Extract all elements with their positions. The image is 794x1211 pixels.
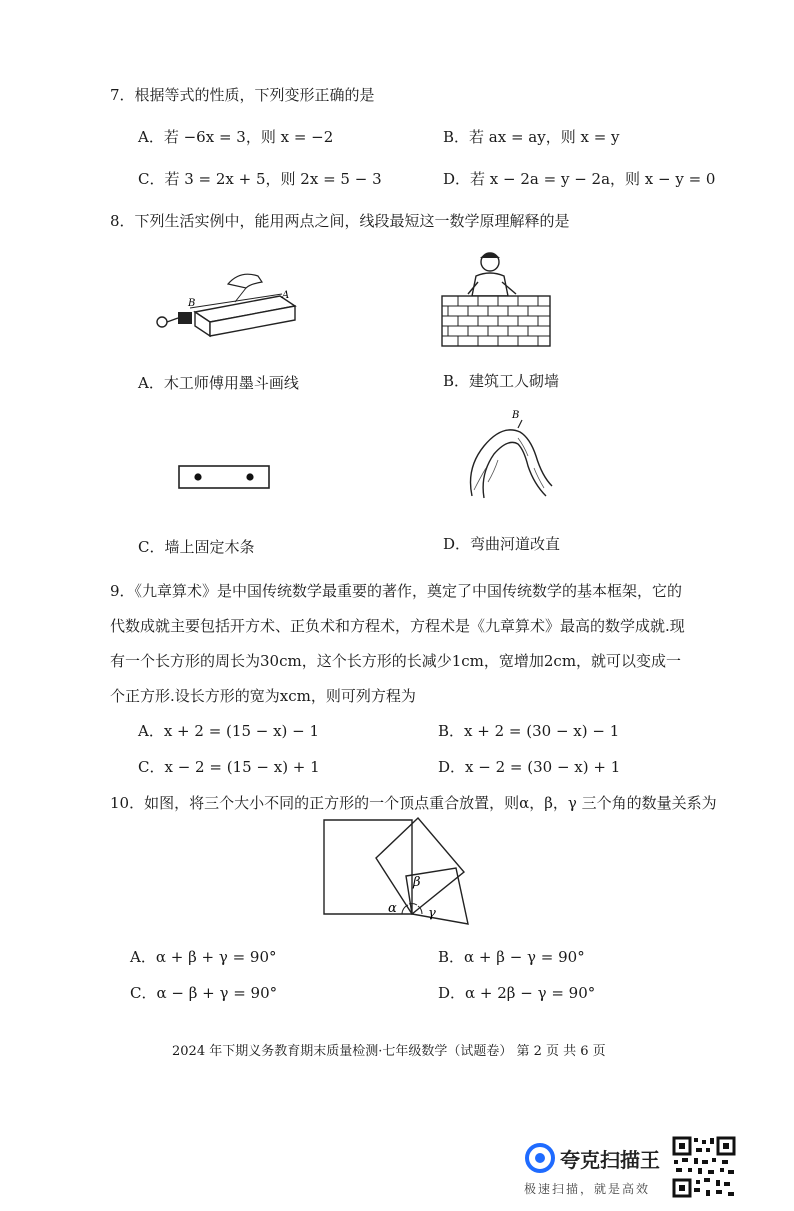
q8-option-c: C．墙上固定木条 [138,538,255,556]
q10-stem: 10．如图，将三个大小不同的正方形的一个顶点重合放置，则α，β，γ 三个角的数量关系为 [110,794,717,812]
q10-option-b: B．α + β − γ = 90° [438,948,585,966]
qr-code-icon [672,1136,736,1198]
q9-option-b: B．x + 2 = (30 − x) − 1 [438,722,620,740]
q7-stem: 7．根据等式的性质，下列变形正确的是 [110,86,375,104]
q10-option-a: A．α + β + γ = 90° [130,948,277,966]
q10-option-c: C．α − β + γ = 90° [130,984,278,1002]
curved-river-figure [458,408,558,504]
bricklayer-figure [440,248,552,348]
wooden-strip-figure [178,464,272,490]
q8-stem: 8．下列生活实例中，能用两点之间，线段最短这一数学原理解释的是 [110,212,570,230]
angle-gamma-label: γ [428,906,436,921]
three-squares-figure [316,816,480,936]
point-b-label: B [188,298,196,309]
carpenter-ink-line-figure [150,262,310,342]
point-b-river-label: B [512,410,520,421]
q7-option-c: C．若 3 = 2x + 5，则 2x = 5 − 3 [138,170,382,188]
q9-stem: 9．《九章算术》是中国传统数学最重要的著作，奠定了中国传统数学的基本框架，它的代数成就主要包括开方术、正负术和方程术，方程术是《九章算术》最高的数学成就.现有一个长方形的周长为30cm，这个长方形的长减少1cm，宽增加2cm，就可以变成一个正方形.设长方形的宽为xcm，则可列方程为 [110,582,685,705]
angle-beta-label: β [413,875,421,890]
q9-option-d: D．x − 2 = (30 − x) + 1 [438,758,621,776]
q9-option-a: A．x + 2 = (15 − x) − 1 [138,722,320,740]
point-a-label: A [282,290,290,301]
page-footer: 2024 年下期义务教育期末质量检测·七年级数学（试题卷） 第 2 页 共 6 页 [172,1044,606,1059]
q9-option-c: C．x − 2 = (15 − x) + 1 [138,758,320,776]
q8-option-d: D．弯曲河道改直 [443,535,561,553]
q10-option-d: D．α + 2β − γ = 90° [438,984,596,1002]
q7-option-b: B．若 ax = ay，则 x = y [443,128,620,146]
angle-alpha-label: α [388,901,397,916]
q8-option-b: B．建筑工人砌墙 [443,372,560,390]
brand-logo-icon [524,1142,556,1174]
q7-option-a: A．若 −6x = 3，则 x = −2 [138,128,334,146]
brand-name: 夸克扫描王 [560,1148,660,1172]
q7-option-d: D．若 x − 2a = y − 2a，则 x − y = 0 [443,170,716,188]
q8-option-a: A．木工师傅用墨斗画线 [138,374,299,392]
brand-slogan: 极速扫描，就是高效 [524,1182,651,1196]
